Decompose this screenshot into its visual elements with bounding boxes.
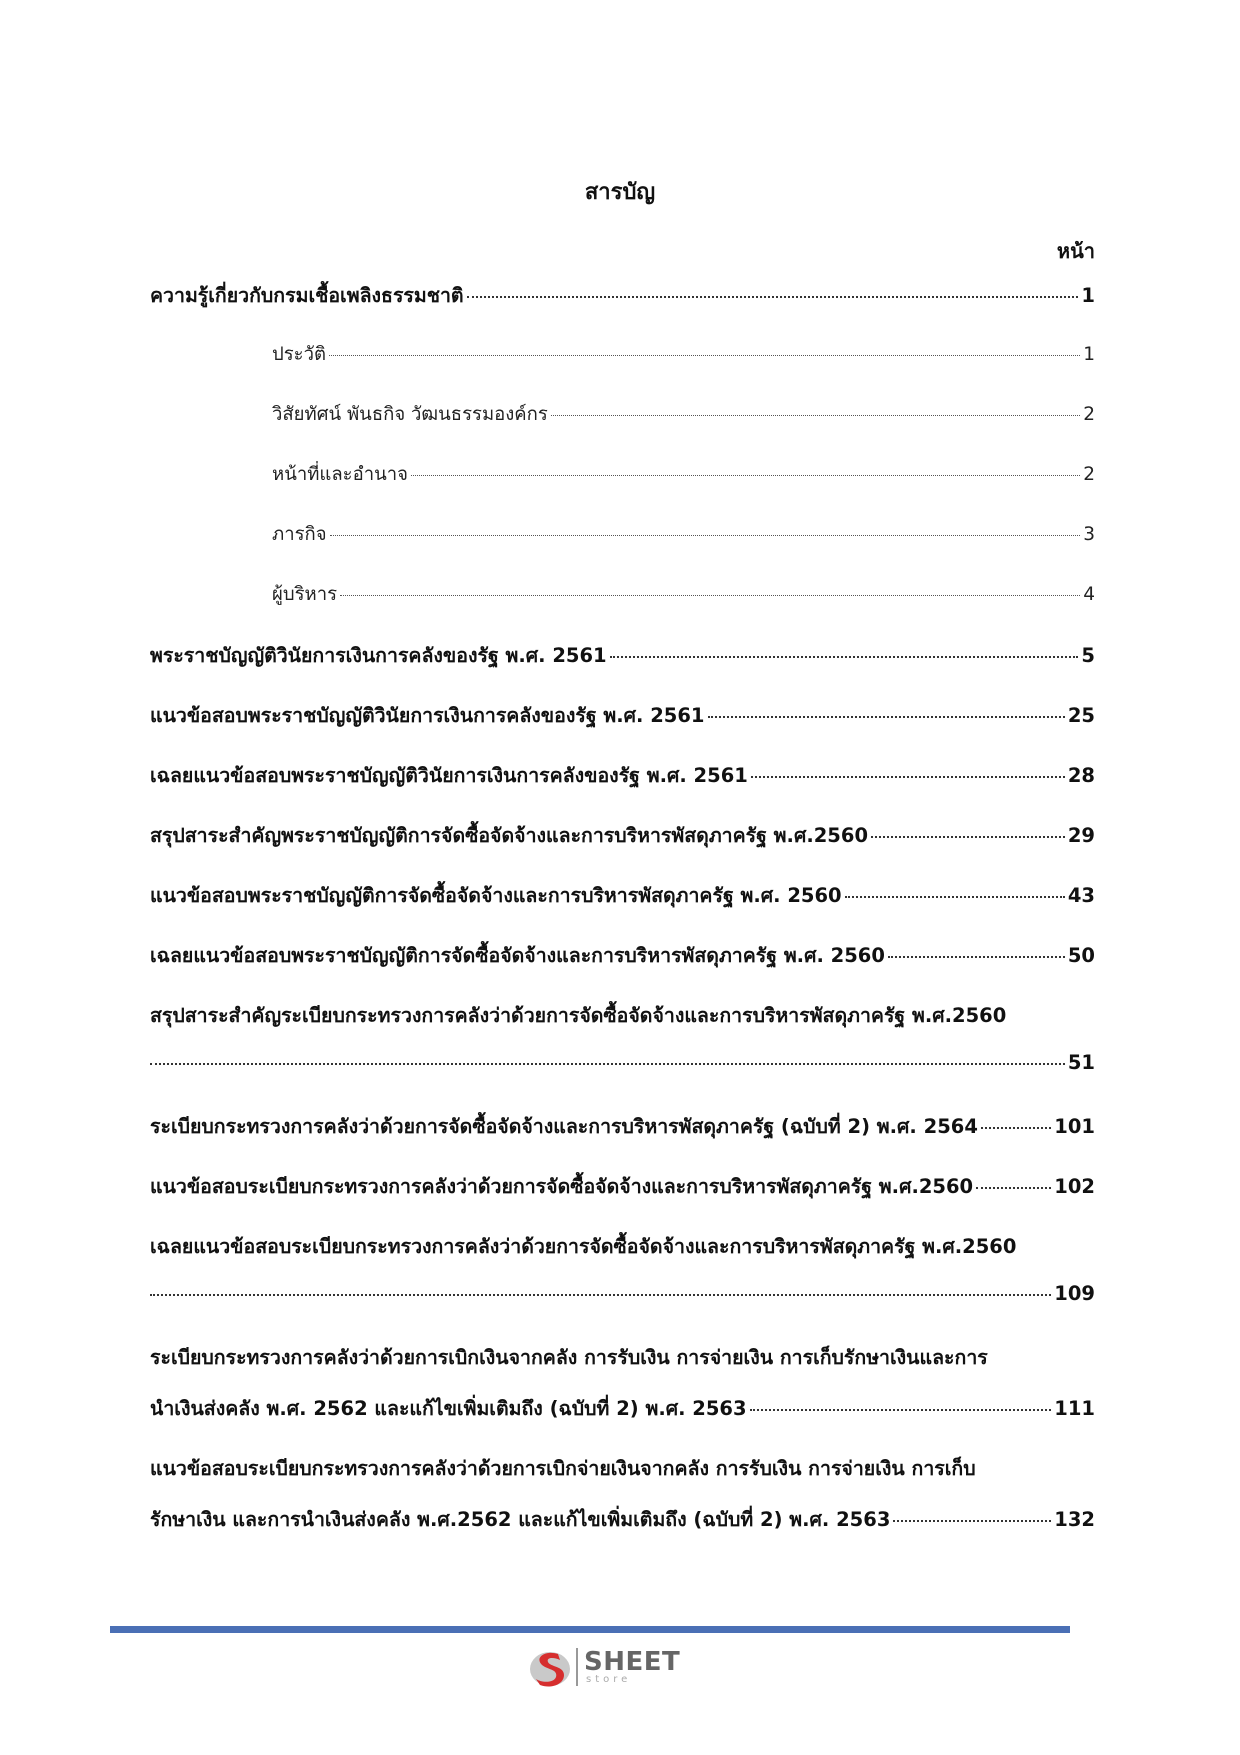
page-title: สารบัญ <box>584 180 656 205</box>
toc-entry[interactable] <box>150 1393 1095 1424</box>
toc-entry-page: 50 <box>1067 944 1095 967</box>
toc-entry-page: 101 <box>1054 1115 1095 1138</box>
toc-leader <box>750 1409 1052 1411</box>
toc-entry[interactable] <box>150 880 1095 911</box>
toc-entry-title-line2: รักษาเงิน และการนำเงินส่งคลัง พ.ศ.2562 และแก้ไขเพิ่มเติมถึง (ฉบับที่ 2) พ.ศ. 2563 <box>150 1508 891 1531</box>
toc-leader <box>981 1127 1051 1129</box>
toc-subentry[interactable] <box>272 580 1095 609</box>
toc-leader <box>888 956 1065 958</box>
toc-leader <box>708 716 1065 718</box>
footer-divider <box>110 1626 1070 1633</box>
toc-entry-title: เฉลยแนวข้อสอบพระราชบัญญัติวินัยการเงินการคลังของรัฐ พ.ศ. 2561 <box>150 764 748 787</box>
logo-subword: store <box>586 1674 632 1685</box>
toc-entry-page: 25 <box>1067 704 1095 727</box>
toc-leader <box>150 1294 1051 1296</box>
toc-entry-title: ประวัติ <box>272 344 327 365</box>
toc-entry-page: 2 <box>1083 404 1095 425</box>
toc-subentry[interactable] <box>272 400 1095 429</box>
logo-text <box>584 1649 680 1685</box>
toc-entry-page: 102 <box>1054 1175 1095 1198</box>
toc-leader <box>551 415 1080 416</box>
toc-leader <box>751 776 1065 778</box>
toc-subentry[interactable] <box>272 520 1095 549</box>
toc-entry[interactable] <box>150 1111 1095 1142</box>
toc-entry-title: พระราชบัญญัติวินัยการเงินการคลังของรัฐ พ.ศ. 2561 <box>150 644 607 667</box>
toc-leader <box>329 355 1080 356</box>
toc-entry[interactable] <box>150 1282 1095 1305</box>
toc-leader <box>610 656 1079 658</box>
toc-entry-title: วิสัยทัศน์ พันธกิจ วัฒนธรรมองค์กร <box>272 404 548 425</box>
toc-subentry[interactable] <box>272 460 1095 489</box>
toc-leader <box>976 1187 1051 1189</box>
toc-entry-title: ผู้บริหาร <box>272 584 338 605</box>
page-column-header: หน้า <box>1056 239 1095 263</box>
toc-leader <box>340 595 1080 596</box>
toc-entry[interactable] <box>150 760 1095 791</box>
toc-entry-title: ความรู้เกี่ยวกับกรมเชื้อเพลิงธรรมชาติ <box>150 284 464 307</box>
sheet-store-logo <box>528 1645 680 1689</box>
toc-entry-page: 2 <box>1083 464 1095 485</box>
toc-entry[interactable] <box>150 1051 1095 1074</box>
toc-entry[interactable] <box>150 1504 1095 1535</box>
toc-entry-title: สรุปสาระสำคัญพระราชบัญญัติการจัดซื้อจัดจ้างและการบริหารพัสดุภาครัฐ พ.ศ.2560 <box>150 824 869 847</box>
toc-entry-page: 132 <box>1054 1508 1095 1531</box>
toc-entry-page: 28 <box>1067 764 1095 787</box>
toc-entry-title-line1[interactable]: ระเบียบกระทรวงการคลังว่าด้วยการเบิกเงินจากคลัง การรับเงิน การจ่ายเงิน การเก็บรักษาเงินและการ <box>150 1346 988 1369</box>
toc-entry-title: ระเบียบกระทรวงการคลังว่าด้วยการจัดซื้อจัดจ้างและการบริหารพัสดุภาครัฐ (ฉบับที่ 2) พ.ศ. 2564 <box>150 1115 978 1138</box>
toc-entry-title: ภารกิจ <box>272 524 327 545</box>
toc-leader <box>467 296 1079 298</box>
toc-entry-title-line1[interactable]: แนวข้อสอบระเบียบกระทรวงการคลังว่าด้วยการเบิกจ่ายเงินจากคลัง การรับเงิน การจ่ายเงิน การเก็บ <box>150 1457 976 1480</box>
toc-entry[interactable] <box>150 820 1095 851</box>
logo-word: SHEET <box>584 1647 681 1677</box>
toc-leader <box>871 836 1065 838</box>
toc-entry-page: 29 <box>1067 824 1095 847</box>
toc-leader <box>330 535 1081 536</box>
toc-entry[interactable] <box>150 1171 1095 1202</box>
toc-entry-title: แนวข้อสอบพระราชบัญญัติการจัดซื้อจัดจ้างและการบริหารพัสดุภาครัฐ พ.ศ. 2560 <box>150 884 842 907</box>
toc-entry-page: 43 <box>1067 884 1095 907</box>
toc-entry-page: 5 <box>1081 644 1095 667</box>
toc-entry-title[interactable]: สรุปสาระสำคัญระเบียบกระทรวงการคลังว่าด้วยการจัดซื้อจัดจ้างและการบริหารพัสดุภาครัฐ พ.ศ.2560 <box>150 1004 1007 1027</box>
toc-entry-title: แนวข้อสอบระเบียบกระทรวงการคลังว่าด้วยการจัดซื้อจัดจ้างและการบริหารพัสดุภาครัฐ พ.ศ.2560 <box>150 1175 974 1198</box>
toc-entry-page: 109 <box>1054 1282 1095 1305</box>
toc-entry-page: 111 <box>1054 1397 1095 1420</box>
toc-entry-page: 1 <box>1081 284 1095 307</box>
toc-leader <box>411 475 1080 476</box>
toc-leader <box>893 1520 1051 1522</box>
toc-entry-title: หน้าที่และอำนาจ <box>272 464 408 485</box>
toc-entry-title: เฉลยแนวข้อสอบพระราชบัญญัติการจัดซื้อจัดจ้างและการบริหารพัสดุภาครัฐ พ.ศ. 2560 <box>150 944 885 967</box>
toc-entry-page: 4 <box>1083 584 1095 605</box>
toc-entry-title: แนวข้อสอบพระราชบัญญัติวินัยการเงินการคลังของรัฐ พ.ศ. 2561 <box>150 704 705 727</box>
toc-entry[interactable] <box>150 940 1095 971</box>
toc-entry[interactable] <box>150 640 1095 671</box>
toc-entry[interactable] <box>150 700 1095 731</box>
toc-subentry[interactable] <box>272 340 1095 369</box>
toc-entry-page: 3 <box>1083 524 1095 545</box>
toc-leader <box>150 1063 1065 1065</box>
logo-separator <box>576 1648 578 1686</box>
s-logo-icon <box>528 1645 572 1689</box>
toc-entry-title[interactable]: เฉลยแนวข้อสอบระเบียบกระทรวงการคลังว่าด้วยการจัดซื้อจัดจ้างและการบริหารพัสดุภาครัฐ พ.ศ.2560 <box>150 1235 1017 1258</box>
toc-entry-page: 51 <box>1067 1051 1095 1074</box>
toc-leader <box>845 896 1065 898</box>
toc-entry-page: 1 <box>1083 344 1095 365</box>
toc-entry-title-line2: นำเงินส่งคลัง พ.ศ. 2562 และแก้ไขเพิ่มเติมถึง (ฉบับที่ 2) พ.ศ. 2563 <box>150 1397 747 1420</box>
toc-entry[interactable] <box>150 280 1095 311</box>
